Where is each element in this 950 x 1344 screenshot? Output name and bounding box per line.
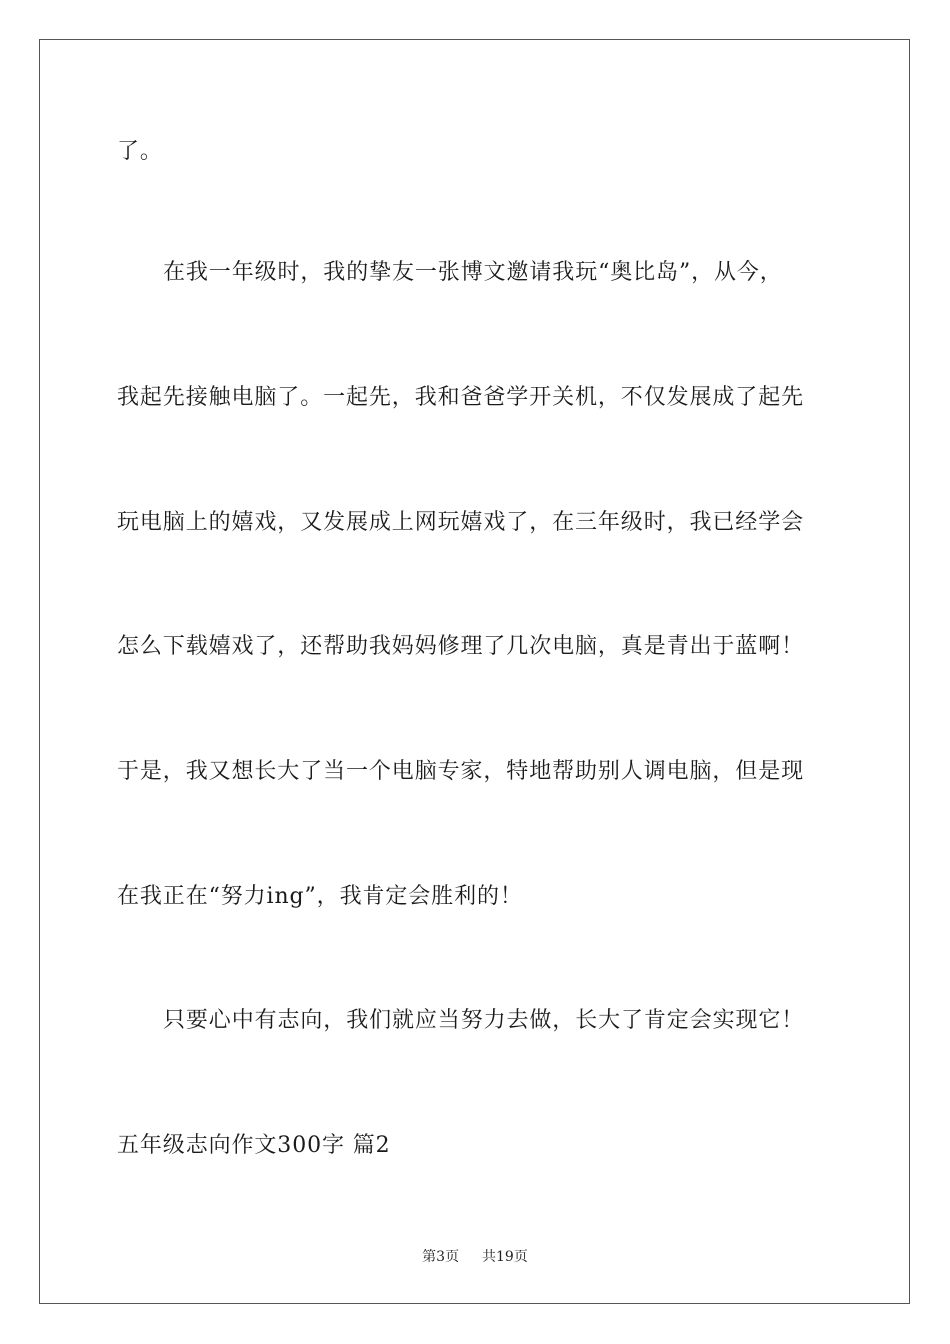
text-line-6: 于是，我又想长大了当一个电脑专家，特地帮助别人调电脑，但是现 bbox=[117, 759, 805, 784]
page-frame bbox=[39, 39, 910, 1304]
paragraph-closing-line: 只要心中有志向，我们就应当努力去做，长大了肯定会实现它！ bbox=[163, 1008, 805, 1033]
page-total: 共19页 bbox=[482, 1249, 528, 1265]
text-line-7: 在我正在“努力ing”，我肯定会胜利的！ bbox=[117, 884, 523, 909]
text-line-5: 怎么下载嬉戏了，还帮助我妈妈修理了几次电脑，真是青出于蓝啊！ bbox=[117, 634, 805, 659]
text-line-1: 了。 bbox=[117, 139, 163, 164]
text-line-4: 玩电脑上的嬉戏，又发展成上网玩嬉戏了，在三年级时，我已经学会 bbox=[117, 510, 805, 535]
paragraph-start-line: 在我一年级时，我的挚友一张博文邀请我玩“奥比岛”，从今， bbox=[163, 260, 783, 285]
text-line-3: 我起先接触电脑了。一起先，我和爸爸学开关机，不仅发展成了起先 bbox=[117, 385, 805, 410]
page-footer bbox=[0, 1246, 950, 1266]
section-heading: 五年级志向作文300字 篇2 bbox=[117, 1133, 391, 1158]
page-number: 第3页 bbox=[422, 1249, 460, 1265]
